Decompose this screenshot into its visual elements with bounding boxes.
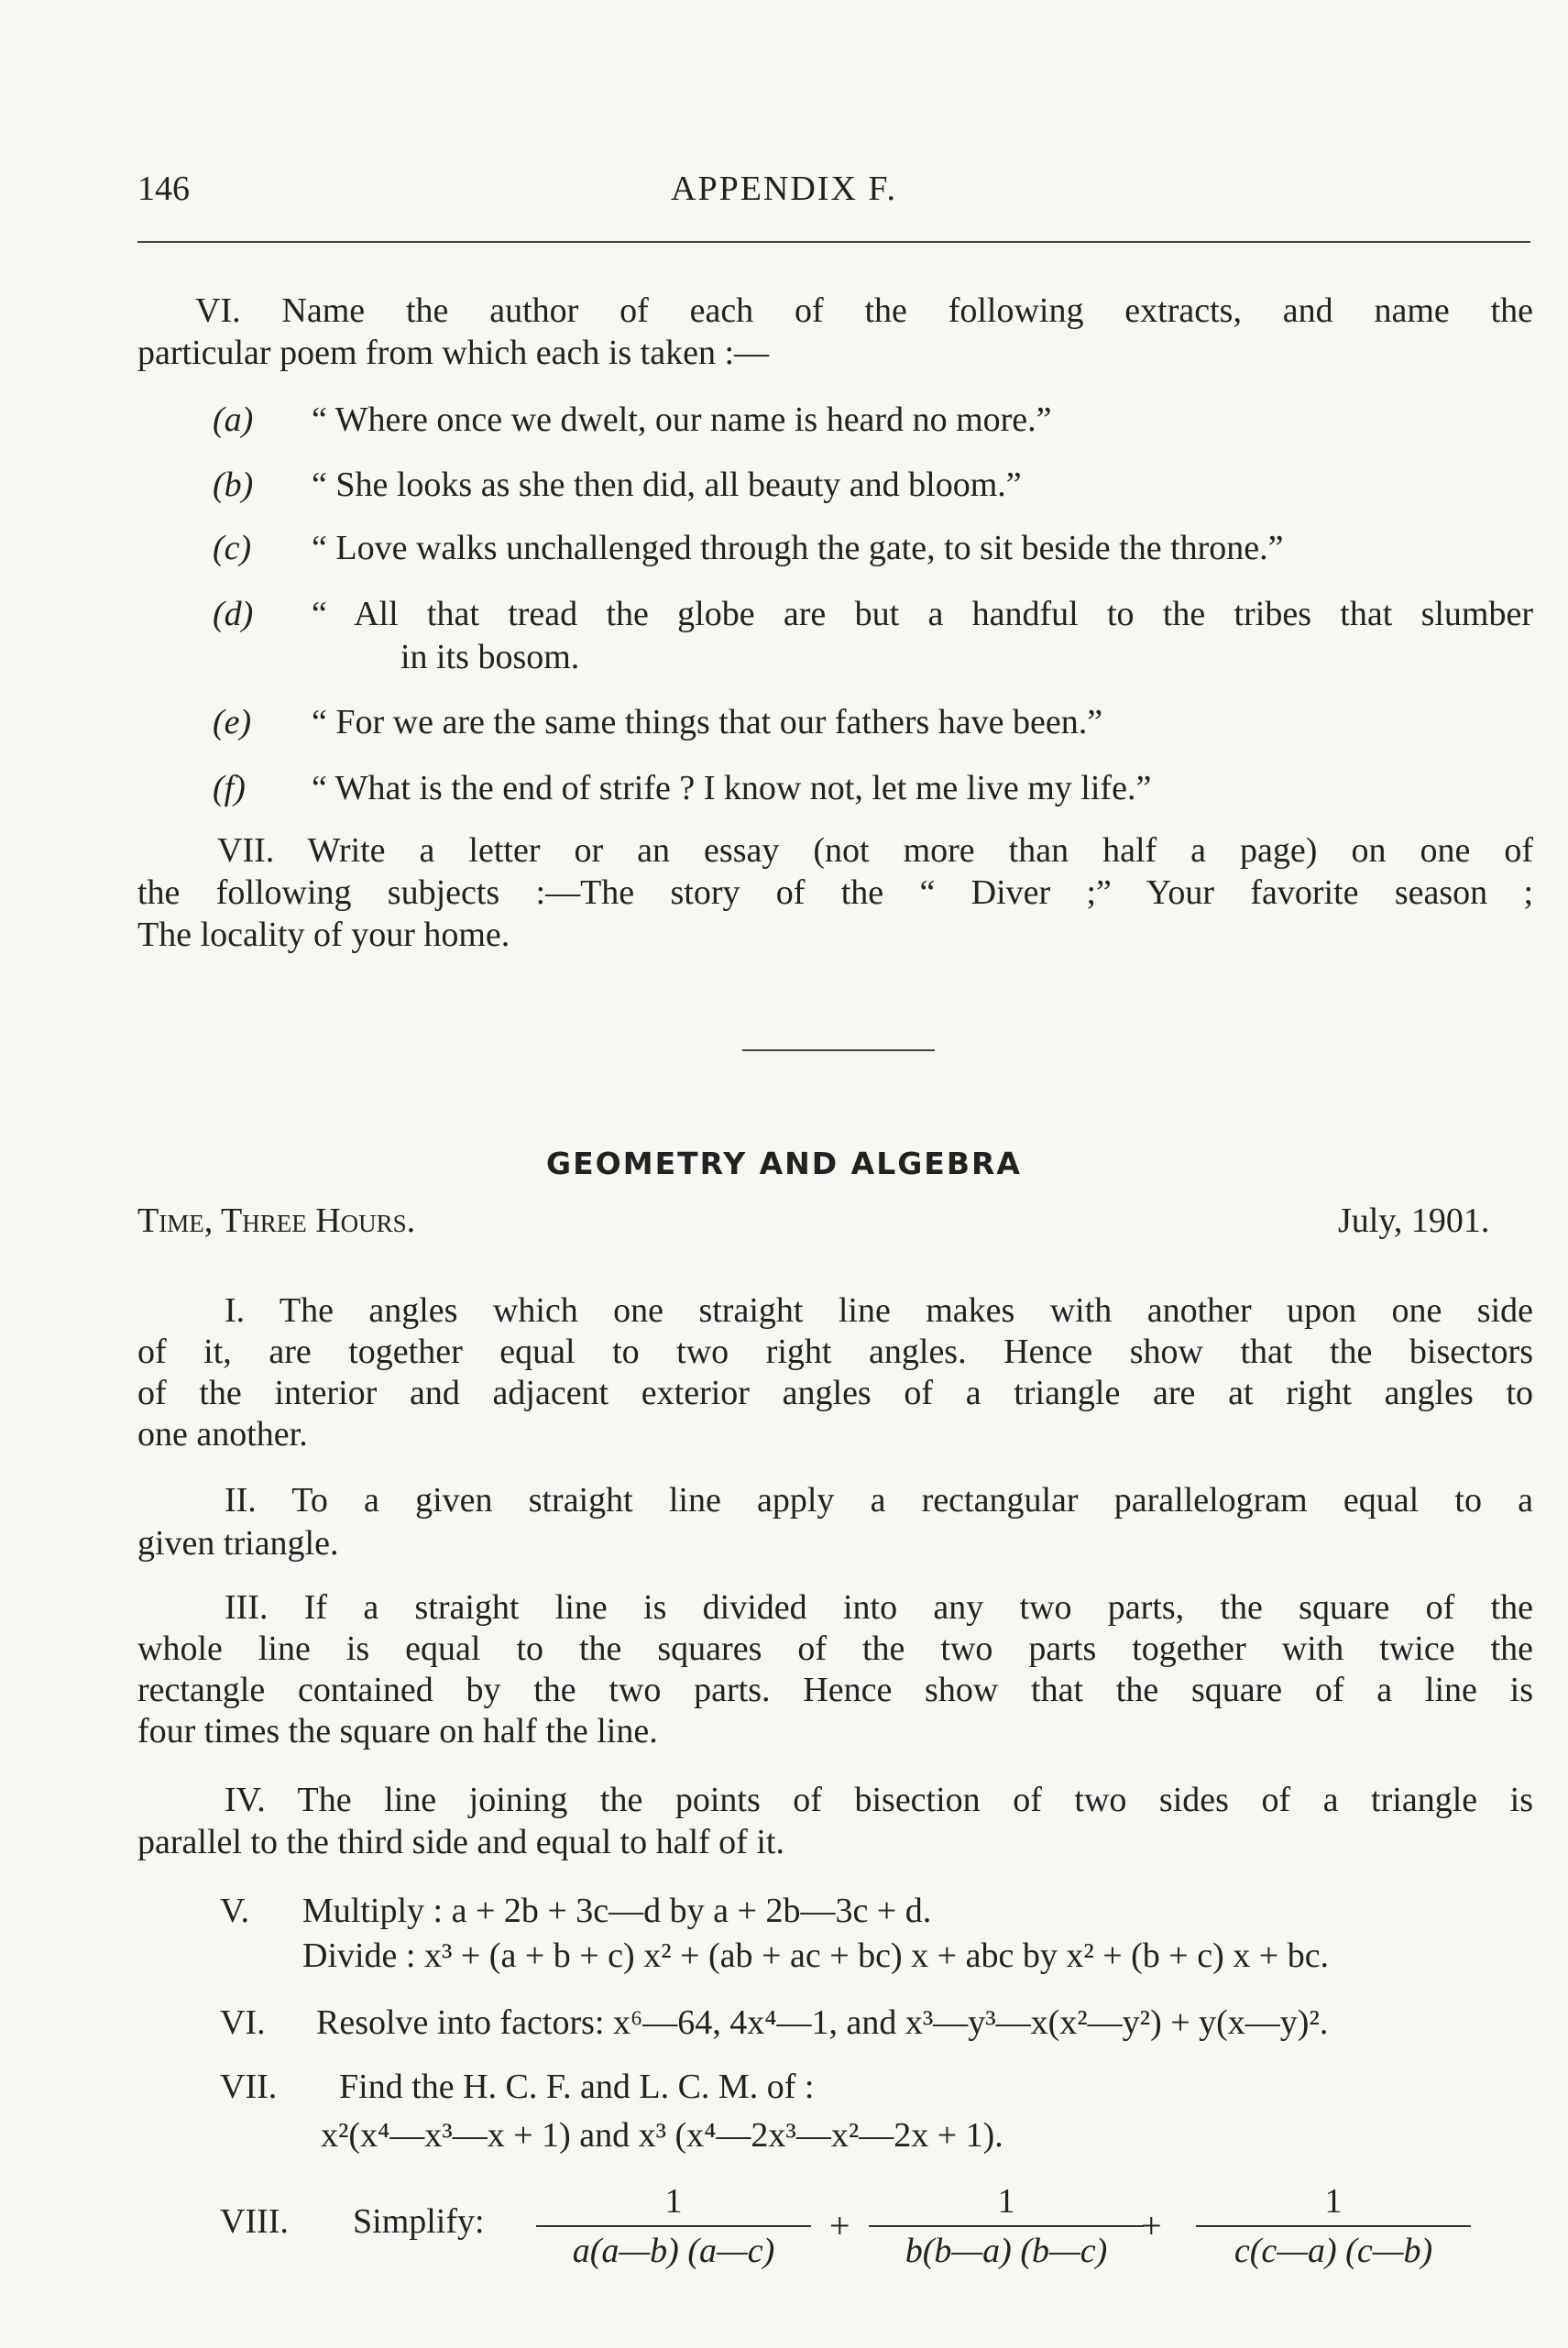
geo-i-line4: one another.	[137, 1415, 308, 1454]
q6-item-a-text: “ Where once we dwelt, our name is heard no more.”	[312, 400, 1052, 439]
alg-v-multiply: Multiply : a + 2b + 3c—d by a + 2b—3c + d.	[302, 1892, 932, 1930]
alg-vi-label: VI.	[220, 2003, 266, 2042]
q6-item-b-label: (b)	[213, 466, 254, 504]
geo-iv-line2: parallel to the third side and equal to half of it.	[137, 1823, 784, 1861]
fraction-2-numerator: 1	[997, 2182, 1015, 2221]
q6-line1: VI. Name the author of each of the following extracts, and name the	[195, 291, 1533, 330]
q6-item-f-text: “ What is the end of strife ? I know not, let me live my life.”	[312, 769, 1152, 807]
geo-i-line1: I. The angles which one straight line makes with another upon one side	[225, 1291, 1533, 1330]
fraction-3-numerator: 1	[1324, 2182, 1343, 2221]
q7-line3: The locality of your home.	[137, 916, 510, 954]
alg-vii-text: Find the H. C. F. and L. C. M. of :	[339, 2068, 815, 2106]
q6-item-d-text: “ All that tread the globe are but a handful to the tribes that slumber	[312, 595, 1533, 633]
fraction-1-denominator: a(a—b) (a—c)	[572, 2232, 775, 2270]
q6-item-d-label: (d)	[213, 595, 254, 633]
section-title: GEOMETRY AND ALGEBRA	[546, 1146, 1022, 1181]
fraction-1	[536, 2181, 811, 2271]
geo-i-line3: of the interior and adjacent exterior angles of a triangle are at right angles to	[137, 1374, 1533, 1412]
fraction-3-denominator: c(c—a) (c—b)	[1234, 2232, 1433, 2270]
q6-item-e-label: (e)	[213, 703, 252, 741]
fraction-2	[869, 2181, 1144, 2271]
alg-v-divide: Divide : x³ + (a + b + c) x² + (ab + ac + bc) x + abc by x² + (b + c) x + bc.	[302, 1937, 1330, 1975]
running-header: APPENDIX F.	[671, 170, 897, 208]
fraction-3-bar	[1196, 2225, 1471, 2227]
alg-viii-label: VIII.	[220, 2202, 289, 2241]
q6-line2: particular poem from which each is taken :—	[137, 334, 770, 372]
geo-iii-line3: rectangle contained by the two parts. Hence show that the square of a line is	[137, 1671, 1533, 1709]
geo-iii-line2: whole line is equal to the squares of the two parts together with twice the	[137, 1629, 1533, 1668]
section-divider	[742, 1049, 935, 1051]
q6-item-c-text: “ Love walks unchallenged through the gate, to sit beside the throne.”	[312, 529, 1284, 567]
plus-sign-1: +	[829, 2205, 850, 2246]
alg-viii-text: Simplify:	[353, 2202, 485, 2241]
q6-item-c-label: (c)	[213, 529, 252, 567]
fraction-1-bar	[536, 2225, 811, 2227]
geo-ii-line1: II. To a given straight line apply a rectangular parallelogram equal to a	[225, 1481, 1533, 1520]
alg-vi-text: Resolve into factors: x⁶—64, 4x⁴—1, and x³—y³—x(x²—y²) + y(x—y)².	[316, 2003, 1329, 2042]
time-allowed: Time, Three Hours.	[137, 1201, 416, 1240]
q6-item-e-text: “ For we are the same things that our fathers have been.”	[312, 703, 1103, 741]
q6-item-f-label: (f)	[213, 769, 246, 807]
q7-line2: the following subjects :—The story of the “ Diver ;” Your favorite season ;	[137, 873, 1533, 912]
plus-sign-2: +	[1141, 2205, 1162, 2246]
exam-date: July, 1901.	[1338, 1201, 1490, 1240]
fraction-1-numerator: 1	[664, 2182, 683, 2221]
header-rule	[137, 241, 1530, 243]
q6-item-b-text: “ She looks as she then did, all beauty and bloom.”	[312, 466, 1022, 504]
fraction-2-bar	[869, 2225, 1144, 2227]
alg-v-label: V.	[220, 1892, 250, 1930]
q6-item-d-cont: in its bosom.	[400, 638, 580, 676]
q7-line1: VII. Write a letter or an essay (not more than half a page) on one of	[217, 831, 1533, 870]
geo-iii-line4: four times the square on half the line.	[137, 1712, 658, 1750]
geo-ii-line2: given triangle.	[137, 1524, 339, 1563]
geo-iv-line1: IV. The line joining the points of bisection of two sides of a triangle is	[225, 1781, 1533, 1819]
geo-i-line2: of it, are together equal to two right angles. Hence show that the bisectors	[137, 1333, 1533, 1371]
geo-iii-line1: III. If a straight line is divided into any two parts, the square of the	[225, 1588, 1533, 1627]
fraction-3	[1196, 2181, 1471, 2271]
alg-vii-label: VII.	[220, 2068, 278, 2106]
fraction-2-denominator: b(b—a) (b—c)	[905, 2232, 1108, 2270]
page-number: 146	[137, 170, 190, 208]
alg-vii-expr: x²(x⁴—x³—x + 1) and x³ (x⁴—2x³—x²—2x + 1).	[321, 2116, 1003, 2155]
q6-item-a-label: (a)	[213, 400, 254, 439]
